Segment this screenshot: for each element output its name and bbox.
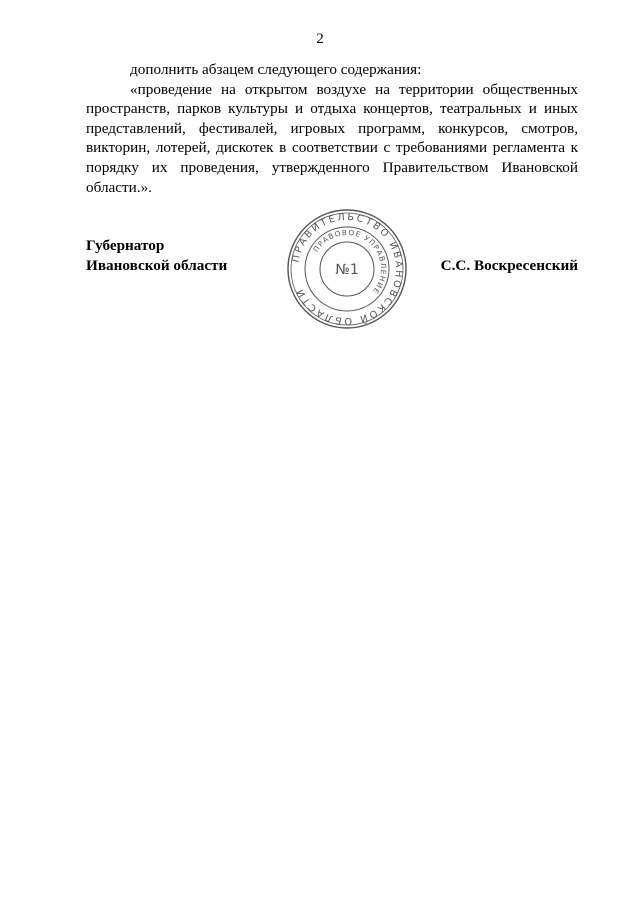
- seal-inner-text: ПРАВОВОЕ УПРАВЛЕНИЕ: [311, 227, 389, 297]
- document-body: [86, 60, 578, 197]
- paragraph-intro: дополнить абзацем следующего содержания:: [130, 61, 422, 78]
- seal-number: №1: [335, 262, 359, 278]
- signatory-title-line1: Губернатор: [86, 237, 165, 254]
- signatory-title-line2: Ивановской области: [86, 256, 228, 274]
- seal-graphic: [285, 207, 409, 331]
- seal-outer-text: ПРАВИТЕЛЬСТВО ИВАНОВСКОЙ ОБЛАСТИ: [290, 211, 405, 327]
- paragraph-amendment: «проведение на открытом воздухе на территории общественных пространств, парков культуры и отдыха концертов, театральных и иных представлений, фестивалей, игровых программ, конкурсов, смотров, викторин, лотерей, дискотек в соответствии с требованиями регламента к порядку их проведения, утвержденного Правительством Ивановской области.».: [86, 80, 578, 196]
- signatory-title: [86, 236, 227, 275]
- signatory-name: С.С. Воскресенский: [440, 256, 578, 274]
- page-number: 2: [316, 31, 324, 47]
- official-seal: [285, 207, 409, 331]
